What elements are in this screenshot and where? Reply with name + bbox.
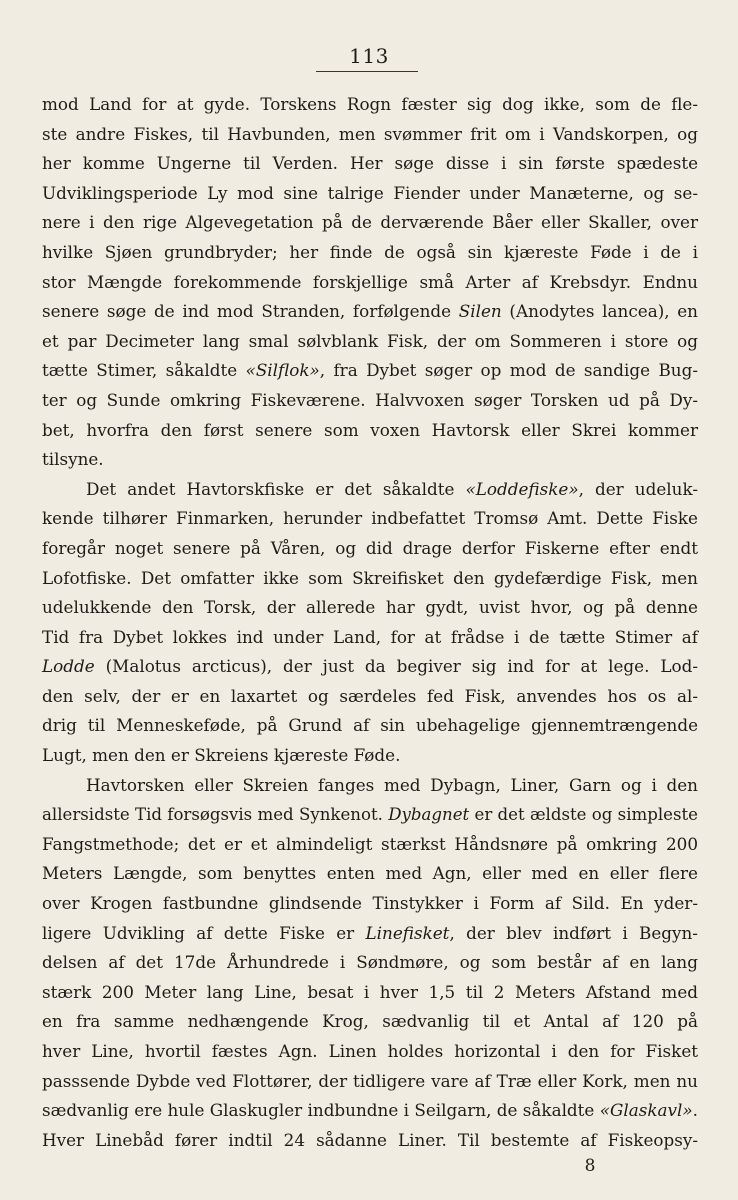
text-line-content: Det andet Havtorskfiske er det såkaldte [86, 478, 466, 499]
text-line [42, 711, 698, 741]
italic-term: «Loddefiske» [465, 478, 579, 499]
signature-mark: 8 [584, 1156, 596, 1176]
text-line-content: er det ældste og simpleste [469, 805, 698, 825]
text-line-content: delsen af det 17de Århundrede i Søndmøre, og som består af en lang [42, 952, 698, 973]
text-line [42, 534, 698, 564]
text-line-content: passsende Dybde ved Flottører, der tidligere vare af Træ eller Kork, men nu [42, 1070, 698, 1091]
text-line-content: Fangstmethode; det er et almindeligt stærkst Håndsnøre på omkring 200 [42, 833, 698, 854]
text-line [42, 623, 698, 653]
text-line [42, 179, 698, 209]
text-line-content: et par Decimeter lang smal sølvblank Fisk, der om Sommeren i store og [42, 330, 698, 351]
text-line-content: (Malotus arcticus), der just da begiver sig ind for at lege. Lod- [94, 656, 698, 677]
text-line [42, 919, 698, 949]
text-line [42, 120, 698, 150]
italic-term: Linefisket [365, 922, 450, 943]
text-line-content: , der udeluk- [578, 478, 698, 499]
text-line-content: ste andre Fiskes, til Havbunden, men svømmer frit om i Vandskorpen, og [42, 123, 698, 144]
text-line [42, 948, 698, 978]
text-line [42, 682, 698, 712]
text-line [42, 504, 698, 534]
text-line-content: hver Line, hvortil fæstes Agn. Linen holdes horizontal i den for Fisket [42, 1041, 698, 1061]
text-line [42, 268, 698, 298]
text-line-content: mod Land for at gyde. Torskens Rogn fæster sig dog ikke, som de fle- [42, 94, 698, 114]
text-line-content: over Krogen fastbundne glindsende Tinstykker i Form af Sild. En yder- [42, 893, 698, 914]
text-line [42, 386, 698, 416]
text-line-content: en fra samme nedhængende Krog, sædvanlig til et Antal af 120 på [42, 1011, 698, 1032]
body-text [42, 90, 698, 1155]
text-line [42, 593, 698, 623]
italic-term: Silen [458, 301, 502, 322]
text-line-content: Hver Linebåd fører indtil 24 sådanne Liner. Til bestemte af Fiskeopsy- [42, 1129, 698, 1150]
text-line [42, 445, 698, 475]
text-line [42, 652, 698, 682]
text-line [42, 149, 698, 179]
text-line [42, 859, 698, 889]
text-line-content: stor Mængde forekommende forskjellige små Arter af Krebsdyr. Endnu [42, 271, 698, 292]
text-line [42, 800, 698, 830]
text-line-content: udelukkende den Torsk, der allerede har gydt, uvist hvor, og på denne [42, 597, 698, 618]
text-line-content: foregår noget senere på Våren, og did drage derfor Fiskerne efter endt [42, 537, 698, 558]
text-line-content: tætte Stimer, såkaldte [42, 360, 246, 381]
text-line-content: senere søge de ind mod Stranden, forfølgende [42, 301, 459, 322]
text-line-content: (Anodytes lancea), en [501, 301, 698, 322]
text-line-content: . [692, 1100, 698, 1121]
italic-term: «Silflok» [245, 360, 320, 381]
italic-term: Dybagnet [388, 805, 470, 825]
text-line-content: allersidste Tid forsøgsvis med Synkenot. [42, 805, 389, 825]
text-line [42, 1067, 698, 1097]
italic-term: Lodde [42, 656, 95, 677]
italic-term: «Glaskavl» [599, 1100, 693, 1121]
text-line-content: stærk 200 Meter lang Line, besat i hver 1,5 til 2 Meters Afstand med [42, 981, 698, 1002]
page-number: 113 [349, 44, 389, 68]
text-line [42, 297, 698, 327]
text-line [42, 208, 698, 238]
text-line-content: nere i den rige Algevegetation på de derværende Båer eller Skaller, over [42, 212, 698, 233]
text-line-content: tilsyne. [42, 449, 104, 470]
text-line [42, 475, 698, 505]
text-line [42, 90, 698, 120]
text-line [42, 1037, 698, 1067]
text-line-content: sædvanlig ere hule Glaskugler indbundne i Seilgarn, de såkaldte [42, 1100, 600, 1121]
text-line-content: Meters Længde, som benyttes enten med Agn, eller med en eller flere [42, 863, 698, 884]
text-line [42, 238, 698, 268]
text-line [42, 978, 698, 1008]
text-line [42, 741, 698, 771]
text-line-content: Havtorsken eller Skreien fanges med Dybagn, Liner, Garn og i den [86, 774, 698, 795]
text-line-content: ter og Sunde omkring Fiskeværene. Halvvoxen søger Torsken ud på Dy- [42, 389, 698, 410]
text-line [42, 771, 698, 801]
text-line-content: ligere Udvikling af dette Fiske er [42, 922, 366, 943]
text-line-content: kende tilhører Finmarken, herunder indbefattet Tromsø Amt. Dette Fiske [42, 508, 698, 529]
text-line-content: bet, hvorfra den først senere som voxen Havtorsk eller Skrei kommer [42, 419, 698, 440]
text-line [42, 416, 698, 446]
text-line-content: Udviklingsperiode Ly mod sine talrige Fiender under Manæterne, og se- [42, 182, 698, 203]
text-line [42, 1096, 698, 1126]
text-line [42, 356, 698, 386]
text-line-content: Lofotfiske. Det omfatter ikke som Skreifisket den gydefærdige Fisk, men [42, 567, 698, 588]
text-line-content: her komme Ungerne til Verden. Her søge disse i sin første spædeste [42, 153, 698, 174]
text-line-content: drig til Menneskeføde, på Grund af sin ubehagelige gjennemtrængende [42, 715, 698, 736]
text-line [42, 327, 698, 357]
text-line [42, 1126, 698, 1156]
text-line [42, 1007, 698, 1037]
text-line-content: Lugt, men den er Skreiens kjæreste Føde. [42, 745, 401, 766]
text-line-content: , fra Dybet søger op mod de sandige Bug- [319, 360, 698, 381]
text-line [42, 564, 698, 594]
text-line [42, 889, 698, 919]
text-line [42, 830, 698, 860]
text-line-content: den selv, der er en laxartet og særdeles fed Fisk, anvendes hos os al- [42, 685, 698, 706]
text-line-content: Tid fra Dybet lokkes ind under Land, for at frådse i de tætte Stimer af [42, 626, 698, 647]
text-line-content: hvilke Sjøen grundbryder; her finde de også sin kjæreste Føde i de i [42, 241, 698, 262]
text-line-content: , der blev indført i Begyn- [449, 922, 698, 943]
header-rule [316, 71, 418, 72]
